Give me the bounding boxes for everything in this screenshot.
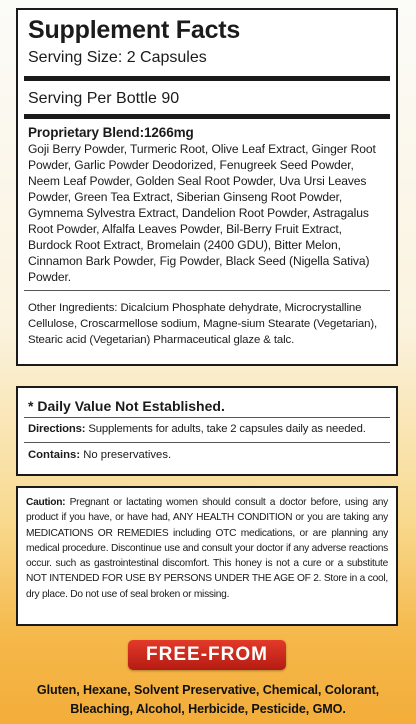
free-from-list (0, 681, 416, 719)
caution-body: Pregnant or lactating women should consult a doctor before, using any product if you have, or have had, ANY HEALTH CONDITION or you are taking any MEDICATIONS OR REMEDIES including OTC medications, or are planning any medical procedure. Discontinue use and consult your doctor if any adverse reactions occur. such as gastrointestinal discomfort. This honey is not a cure or a substitute NOT INTENDED FOR USE BY PERSONS UNDER THE AGE OF 2. Store in a cool, dry place. Do not use of seal broken or missing. (26, 497, 388, 600)
serving-size: Serving Size: 2 Capsules (28, 49, 207, 66)
blend-title: Proprietary Blend:1266mg (28, 125, 194, 140)
serving-per-bottle: Serving Per Bottle 90 (28, 90, 180, 107)
proprietary-blend (28, 124, 388, 285)
directions-label: Directions: (28, 423, 86, 435)
contains-text: No preservatives. (80, 449, 172, 461)
directions (28, 422, 390, 436)
free-from-line: Bleaching, Alcohol, Herbicide, Pesticide, GMO. (70, 702, 346, 716)
free-from-line: Gluten, Hexane, Solvent Preservative, Chemical, Colorant, (36, 683, 380, 697)
free-from-badge: FREE-FROM (128, 640, 286, 670)
thin-divider (24, 442, 390, 443)
contains (28, 448, 171, 462)
other-ingredients: Other Ingredients: Dicalcium Phosphate dehydrate, Microcrystalline Cellulose, Croscarmellose sodium, Magne-sium Stearate (Vegetarian), Stearic acid (Vegetarian) Pharmaceutical glaze & talc. (28, 302, 378, 346)
caution-text (26, 495, 388, 602)
supplement-facts-panel (16, 8, 398, 366)
thin-divider (24, 417, 390, 418)
facts-title: Supplement Facts (28, 16, 241, 44)
thick-divider (24, 76, 390, 81)
thick-divider (24, 114, 390, 119)
directions-text: Supplements for adults, take 2 capsules daily as needed. (85, 423, 366, 435)
blend-ingredients: Goji Berry Powder, Turmeric Root, Olive Leaf Extract, Ginger Root Powder, Garlic Powder Deodorized, Fenugreek Seed Powder, Neem Leaf Powder, Golden Seal Root Powder, Uva Ursi Leaves Powder, Green Tea Extract, Siberian Ginseng Root Powder, Gymnema Sylvestra Extract, Dandelion Root Powder, Astragalus Root Powder, Alfalfa Leaves Powder, Bil-Berry Fruit Extract, Burdock Root Extract, Bromelain (2400 GDU), Bitter Melon, Cinnamon Bark Powder, Fig Powder, Black Seed (Nigella Sativa) Powder. (28, 142, 376, 284)
caution-panel (16, 486, 398, 626)
thin-divider (24, 290, 390, 291)
caution-label: Caution: (26, 497, 66, 508)
daily-value-note: * Daily Value Not Established. (28, 398, 225, 414)
daily-value-panel (16, 386, 398, 476)
contains-label: Contains: (28, 449, 81, 461)
